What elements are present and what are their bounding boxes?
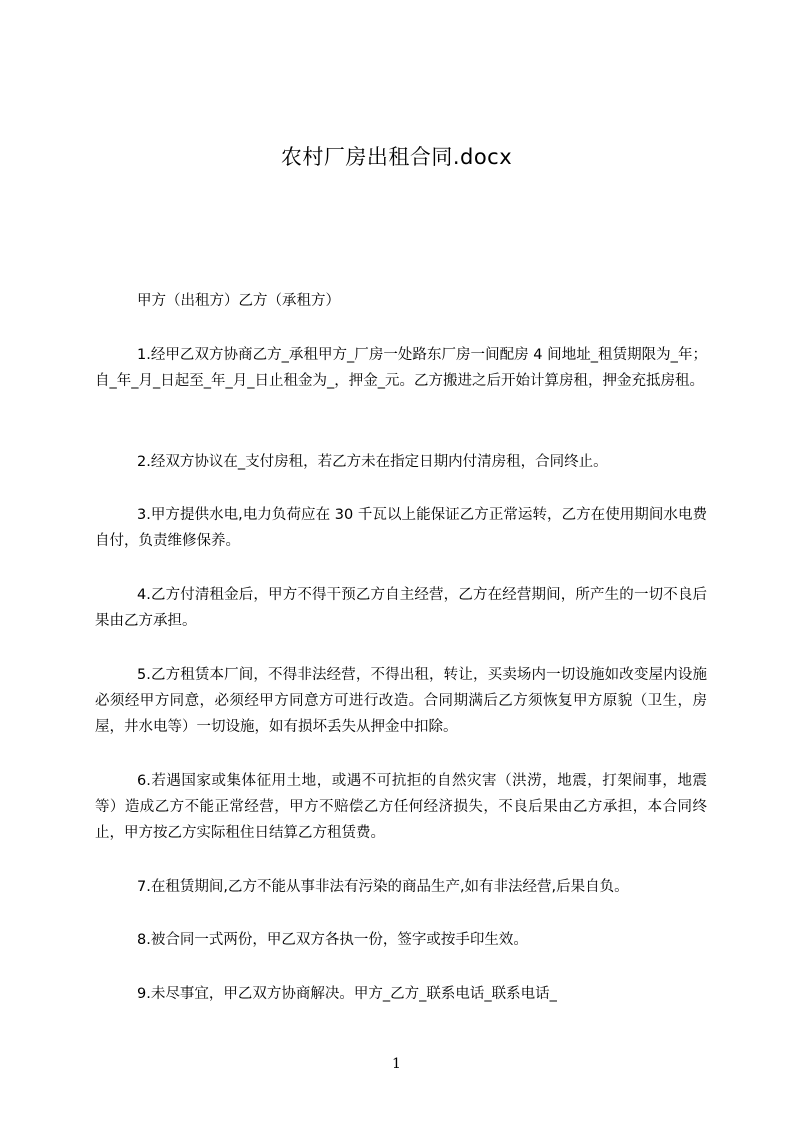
clause-4: 4.乙方付清租金后，甲方不得干预乙方自主经营，乙方在经营期间，所产生的一切不良后果由乙方承担。 <box>95 587 707 629</box>
clause-8: 8.被合同一式两份，甲乙双方各执一份，签字或按手印生效。 <box>137 932 528 948</box>
clause-7: 7.在租赁期间,乙方不能从事非法有污染的商品生产,如有非法经营,后果自负。 <box>137 879 629 895</box>
clause-1: 1.经甲乙双方协商乙方_承租甲方_厂房一处路东厂房一间配房 4 间地址_租赁期限为_年；自_年_月_日起至_年_月_日止租金为_，押金_元。乙方搬进之后开始计算房租，押金充抵房租。 <box>95 347 707 389</box>
clause-3: 3.甲方提供水电,电力负荷应在 30 千瓦以上能保证乙方正常运转，乙方在使用期间水电费自付，负责维修保养。 <box>95 507 707 549</box>
clause-9: 9.未尽事宜，甲乙双方协商解决。甲方_乙方_联系电话_联系电话_ <box>137 986 557 1002</box>
page-number: 1 <box>392 1056 401 1072</box>
clause-2: 2.经双方协议在_支付房租，若乙方未在指定日期内付清房租，合同终止。 <box>137 454 608 470</box>
document-title: 农村厂房出租合同.docx <box>280 145 513 169</box>
parties-line: 甲方（出租方）乙方（承租方） <box>137 293 340 309</box>
clause-6: 6.若遇国家或集体征用土地，或遇不可抗拒的自然灾害（洪涝，地震，打架闹事，地震等）造成乙方不能正常经营，甲方不赔偿乙方任何经济损失，不良后果由乙方承担，本合同终止，甲方按乙方实际租住日结算乙方租赁费。 <box>95 773 707 841</box>
clause-5: 5.乙方租赁本厂间，不得非法经营，不得出租，转让，买卖场内一切设施如改变屋内设施必须经甲方同意，必须经甲方同意方可进行改造。合同期满后乙方须恢复甲方原貌（卫生，房屋，井水电等）一切设施，如有损坏丢失从押金中扣除。 <box>95 667 707 735</box>
